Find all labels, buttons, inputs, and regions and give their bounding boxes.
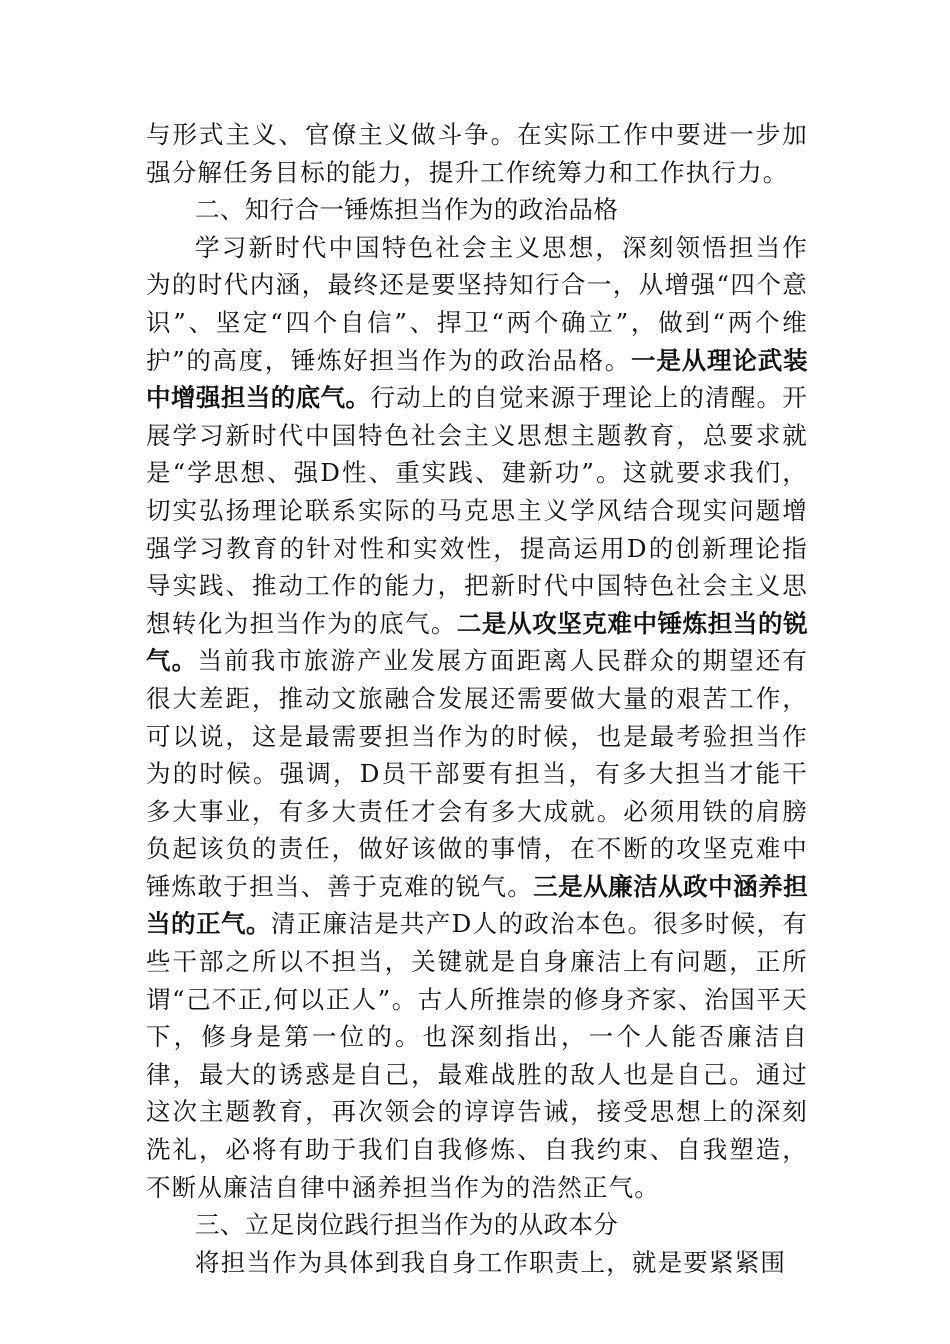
bold-point-3: 三是从廉洁从政中涵养担当的正气。 (146, 871, 808, 939)
bold-point-1: 一是从理论武装中增强担当的底气。 (146, 345, 808, 413)
paragraph-text: 行动上的自觉来源于理论上的清醒。开展学习新时代中国特色社会主义思想主题教育，总要求就是“学思想、强D性、重实践、建新功”。这就要求我们，切实弘扬理论联系实际的马克思主义学风结合现实问题增强学习教育的针对性和实效性，提高运用D的创新理论指导实践、推动工作的能力，把新时代中国特色社会主义思想转化为担当作为的底气。 (146, 383, 808, 638)
section-heading-2: 二、知行合一锤炼担当作为的政治品格 (195, 195, 619, 225)
paragraph-continuation: 与形式主义、官僚主义做斗争。在实际工作中要进一步加强分解任务目标的能力，提升工作统筹力和工作执行力。 (146, 120, 808, 187)
paragraph-text: 清正廉洁是共产D人的政治本色。很多时候，有些干部之所以不担当，关键就是自身廉洁上有问题，正所谓“己不正,何以正人”。古人所推崇的修身齐家、治国平天下，修身是第一位的。也深刻指出，一个人能否廉洁自律，最大的诱惑是自己，最难战胜的敌人也是自己。通过这次主题教育，再次领会的谆谆告诫，接受思想上的深刻洗礼，必将有助于我们自我修炼、自我约束、自我塑造，不断从廉洁自律中涵养担当作为的浩然正气。 (146, 909, 808, 1202)
paragraph-text: 当前我市旅游产业发展方面距离人民群众的期望还有很大差距，推动文旅融合发展还需要做大量的艰苦工作，可以说，这是最需要担当作为的时候，也是最考验担当作为的时候。强调，D员干部要有担当，有多大担当才能干多大事业，有多大责任才会有多大成就。必须用铁的肩膀负起该负的责任，做好该做的事情，在不断的攻坚克难中锤炼敢于担当、善于克难的锐气。 (146, 646, 808, 901)
bold-point-2: 二是从攻坚克难中锤炼担当的锐气。 (146, 608, 808, 676)
paragraph-text: 学习新时代中国特色社会主义思想，深刻领悟担当作为的时代内涵，最终还是要坚持知行合一，从增强“四个意识”、坚定“四个自信”、捍卫“两个确立”，做到“两个维护”的高度，锤炼好担当作为的政治品格。 (146, 232, 808, 375)
document-page (146, 116, 808, 1281)
paragraph-section-2 (146, 229, 808, 1206)
paragraph-section-3: 将担当作为具体到我自身工作职责上，就是要紧紧围 (195, 1247, 787, 1277)
section-heading-3: 三、立足岗位践行担当作为的从政本分 (195, 1210, 619, 1240)
